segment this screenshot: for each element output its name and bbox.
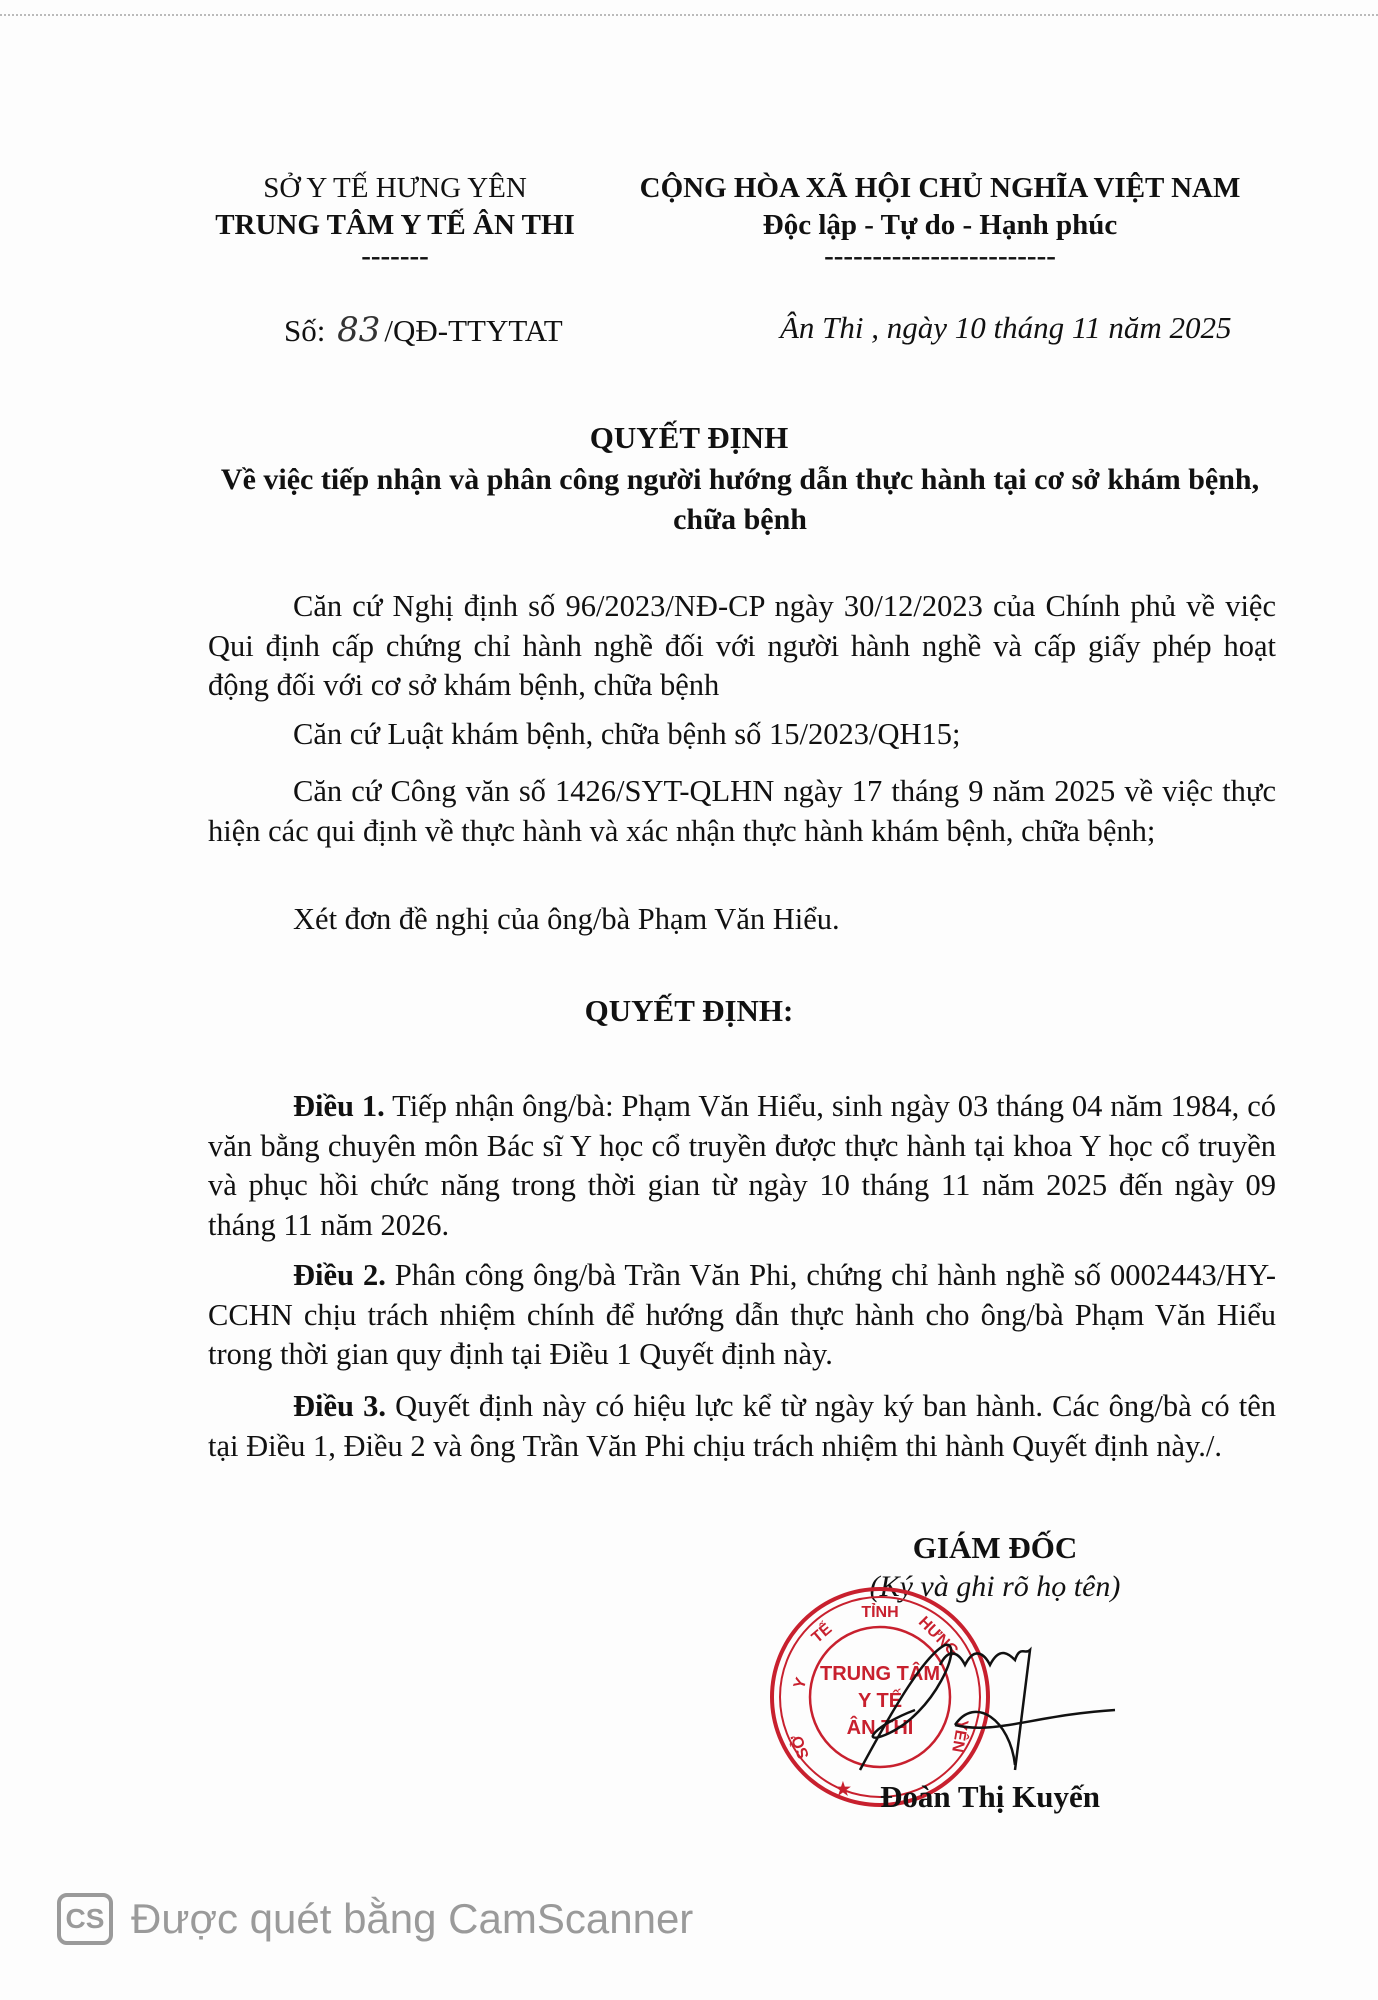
doc-number-prefix: Số: [284, 313, 326, 348]
doc-number-handwritten: 83 [337, 310, 381, 350]
svg-text:YÊN: YÊN [948, 1718, 971, 1754]
basis-paragraph: Căn cứ Nghị định số 96/2023/NĐ-CP ngày 30/12/2023 của Chính phủ về việc Qui định cấp chứng chỉ hành nghề đối với người hành nghề và cấp giấy phép hoạt động đối với cơ sở khám bệnh, chữa bệnh [208, 589, 1276, 702]
article-text: Tiếp nhận ông/bà: Phạm Văn Hiểu, sinh ngày 03 tháng 04 năm 1984, có văn bằng chuyên môn Bác sĩ Y học cổ truyền được thực hành tại khoa Y học cổ truyền và phục hồi chức năng trong thời gian từ ngày 10 tháng 11 năm 2025 đến ngày 09 tháng 11 năm 2026. [208, 1089, 1277, 1242]
basis-paragraph: Căn cứ Luật khám bệnh, chữa bệnh số 15/2023/QH15; [293, 717, 961, 751]
country-name: CỘNG HÒA XÃ HỘI CHỦ NGHĨA VIỆT NAM [639, 172, 1241, 204]
watermark-text: Được quét bằng CamScanner [131, 1895, 694, 1942]
place-date: Ân Thi , ngày 10 tháng 11 năm 2025 [780, 310, 1232, 345]
basis-paragraph: Xét đơn đề nghị của ông/bà Phạm Văn Hiểu. [293, 902, 840, 936]
document-number [284, 310, 563, 350]
org-name: TRUNG TÂM Y TẾ ÂN THI [215, 209, 575, 241]
svg-text:TẾ: TẾ [808, 1620, 836, 1647]
article-2 [208, 1256, 1276, 1375]
signer-note: (Ký và ghi rõ họ tên) [869, 1570, 1121, 1603]
article-label: Điều 3. [293, 1389, 387, 1423]
article-label: Điều 2. [293, 1258, 386, 1292]
basis-paragraph: Căn cứ Công văn số 1426/SYT-QLHN ngày 17 tháng 9 năm 2025 về việc thực hiện các qui định về thực hành và xác nhận thực hành khám bệnh, chữa bệnh; [208, 774, 1276, 848]
document-title: QUYẾT ĐỊNH [589, 420, 789, 455]
signer-name: Đoàn Thị Kuyến [880, 1779, 1100, 1814]
doc-number-suffix: /QĐ-TTYTAT [384, 313, 563, 348]
motto-divider: ------------------------ [824, 240, 1056, 272]
org-divider: ------- [361, 240, 429, 272]
svg-text:ÂN THI: ÂN THI [846, 1717, 914, 1739]
signer-title: GIÁM ĐỐC [912, 1530, 1078, 1565]
svg-text:Y: Y [790, 1675, 811, 1692]
article-text: Quyết định này có hiệu lực kể từ ngày ký ban hành. Các ông/bà có tên tại Điều 1, Điều 2 và ông Trần Văn Phi chịu trách nhiệm thi hành Quyết định này./. [208, 1389, 1277, 1463]
article-1 [208, 1087, 1276, 1245]
svg-text:HƯNG: HƯNG [914, 1613, 962, 1661]
scan-edge [0, 14, 1378, 18]
camscanner-watermark [57, 1893, 693, 1945]
org-header [215, 170, 575, 272]
svg-text:TỈNH: TỈNH [861, 1604, 899, 1621]
svg-text:Y TẾ: Y TẾ [857, 1690, 903, 1712]
svg-text:★: ★ [834, 1779, 852, 1799]
national-header [639, 170, 1241, 272]
article-text: Phân công ông/bà Trần Văn Phi, chứng chỉ hành nghề số 0002443/HY-CCHN chịu trách nhiệm chính để hướng dẫn thực hành cho ông/bà Phạm Văn Hiểu trong thời gian quy định tại Điều 1 Quyết định này. [208, 1258, 1277, 1371]
svg-text:SỞ: SỞ [788, 1732, 813, 1761]
document-subject: Về việc tiếp nhận và phân công người hướng dẫn thực hành tại cơ sở khám bệnh, chữa bệnh [220, 463, 1260, 536]
article-label: Điều 1. [293, 1089, 385, 1123]
article-3 [208, 1387, 1276, 1466]
svg-text:TRUNG TÂM: TRUNG TÂM [820, 1663, 940, 1685]
decision-heading: QUYẾT ĐỊNH: [584, 993, 794, 1028]
camscanner-logo-icon: CS [57, 1893, 113, 1945]
org-parent: SỞ Y TẾ HƯNG YÊN [263, 172, 527, 204]
motto: Độc lập - Tự do - Hạnh phúc [762, 209, 1118, 241]
